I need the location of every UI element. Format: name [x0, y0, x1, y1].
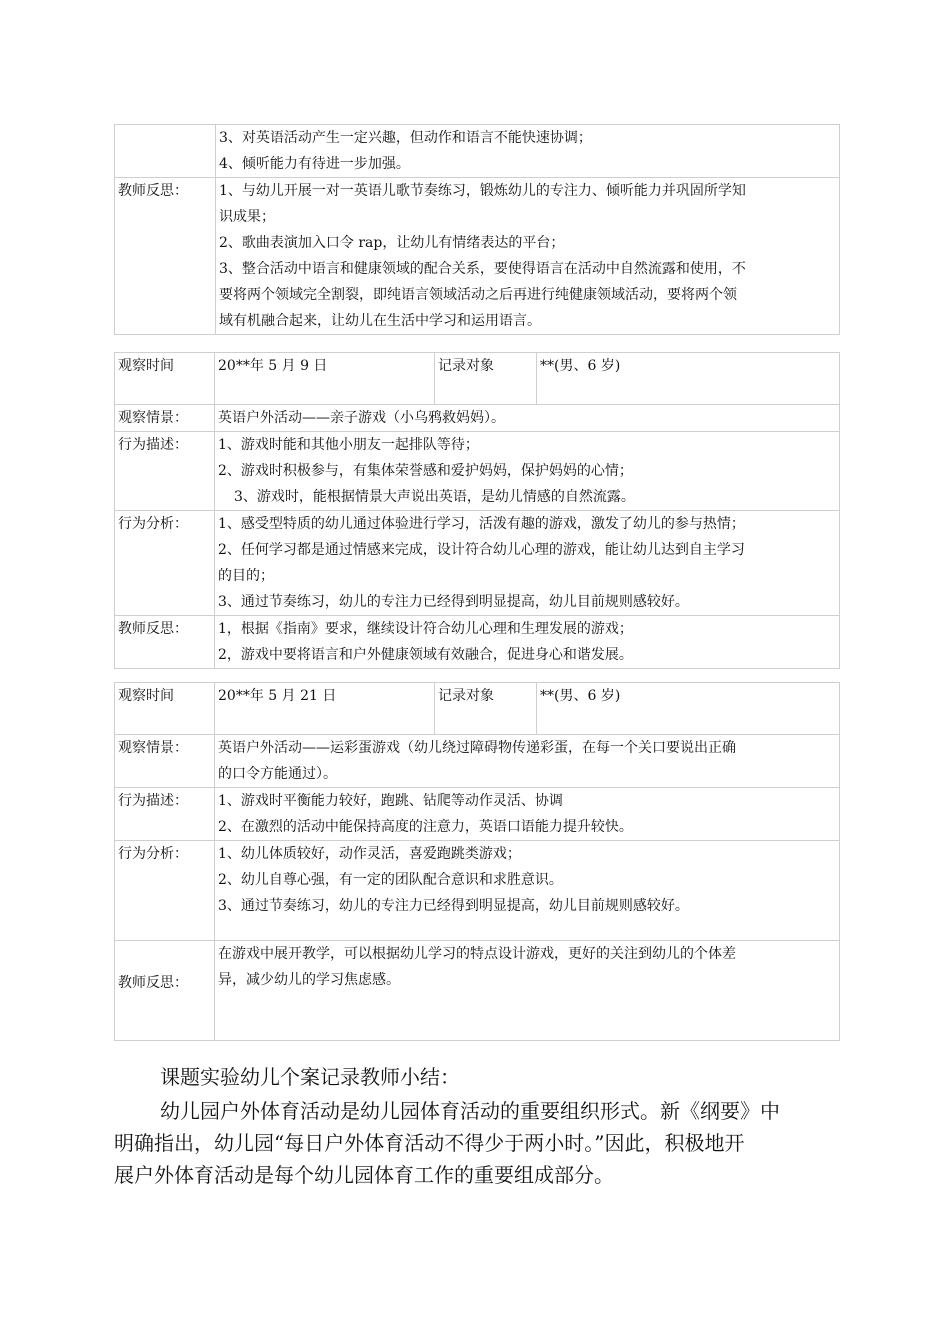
subject-value: **(男、6 岁) — [537, 353, 840, 405]
text-line: 3、通过节奏练习，幼儿的专注力已经得到明显提高，幼儿目前规则感较好。 — [218, 898, 689, 914]
text-line: 3、游戏时，能根据情景大声说出英语，是幼儿情感的自然流露。 — [234, 489, 635, 505]
table-row — [115, 353, 840, 405]
record-table-3 — [114, 682, 840, 1041]
text-line: 2、游戏时积极参与，有集体荣誉感和爱护妈妈，保护妈妈的心情； — [218, 463, 633, 479]
table-row — [115, 941, 840, 1041]
reflection-label: 教师反思： — [115, 941, 215, 1041]
text-line: 3、通过节奏练习，幼儿的专注力已经得到明显提高，幼儿目前规则感较好。 — [218, 594, 689, 610]
description-cell — [215, 432, 840, 511]
time-label: 观察时间 — [115, 683, 215, 735]
text-line: 的目的； — [218, 568, 274, 584]
text-line: 异，减少幼儿的学习焦虑感。 — [218, 972, 400, 988]
table-row — [115, 616, 840, 669]
text-line: 2，游戏中要将语言和户外健康领域有效融合，促进身心和谐发展。 — [218, 647, 633, 663]
reflection-label: 教师反思： — [115, 616, 215, 669]
summary-paragraph — [114, 1095, 844, 1191]
table-row — [115, 178, 840, 335]
continued-analysis-cell — [216, 125, 840, 178]
text-line: 1、游戏时能和其他小朋友一起排队等待； — [218, 437, 479, 453]
text-line: 4、倾听能力有待进一步加强。 — [219, 156, 410, 172]
subject-label: 记录对象 — [435, 683, 537, 735]
table-row — [115, 511, 840, 616]
reflection-label: 教师反思： — [115, 178, 216, 335]
text-line: 1，根据《指南》要求，继续设计符合幼儿心理和生理发展的游戏； — [218, 621, 633, 637]
table-row — [115, 432, 840, 511]
text-line: 的口令方能通过）。 — [218, 766, 337, 782]
record-table-2 — [114, 352, 840, 669]
text-line: 幼儿园户外体育活动是幼儿园体育活动的重要组织形式。新《纲要》中 — [160, 1099, 780, 1123]
reflection-cell — [215, 616, 840, 669]
summary-title: 课题实验幼儿个案记录教师小结： — [160, 1065, 460, 1089]
text-line: 2、任何学习都是通过情感来完成，设计符合幼儿心理的游戏，能让幼儿达到自主学习 — [218, 542, 745, 558]
time-value: 20**年 5 月 9 日 — [215, 353, 435, 405]
reflection-cell — [215, 941, 840, 1041]
table-row — [115, 125, 840, 178]
text-line: 2、在激烈的活动中能保持高度的注意力，英语口语能力提升较快。 — [218, 819, 633, 835]
description-label: 行为描述： — [115, 432, 215, 511]
text-line: 1、游戏时平衡能力较好，跑跳、钻爬等动作灵活、协调 — [218, 793, 563, 809]
text-line: 1、感受型特质的幼儿通过体验进行学习，活泼有趣的游戏，激发了幼儿的参与热情； — [218, 516, 745, 532]
time-value: 20**年 5 月 21 日 — [215, 683, 435, 735]
table-row — [115, 841, 840, 941]
analysis-label: 行为分析： — [115, 511, 215, 616]
text-line: 2、歌曲表演加入口令 rap，让幼儿有情绪表达的平台； — [219, 235, 565, 251]
table-row — [115, 405, 840, 432]
text-line: 3、整合活动中语言和健康领域的配合关系，要使得语言在活动中自然流露和使用，不 — [219, 261, 746, 277]
text-line: 1、与幼儿开展一对一英语儿歌节奏练习，锻炼幼儿的专注力、倾听能力并巩固所学知 — [219, 183, 746, 199]
text-line: 识成果； — [219, 209, 275, 225]
text-line: 2、幼儿自尊心强，有一定的团队配合意识和求胜意识。 — [218, 872, 563, 888]
scene-label: 观察情景： — [115, 405, 215, 432]
scene-cell — [215, 735, 840, 788]
analysis-cell — [215, 511, 840, 616]
table-row — [115, 788, 840, 841]
text-line: 域有机融合起来，让幼儿在生活中学习和运用语言。 — [219, 313, 541, 329]
description-cell — [215, 788, 840, 841]
text-line: 要将两个领域完全割裂，即纯语言领域活动之后再进行纯健康领域活动，要将两个领 — [219, 287, 737, 303]
reflection-cell — [216, 178, 840, 335]
analysis-cell — [215, 841, 840, 941]
text-line: 英语户外活动——运彩蛋游戏（幼儿绕过障碍物传递彩蛋，在每一个关口要说出正确 — [218, 740, 736, 756]
text-line: 明确指出，幼儿园“每日户外体育活动不得少于两小时。”因此，积极地开 — [114, 1131, 745, 1155]
table-row — [115, 683, 840, 735]
analysis-label: 行为分析： — [115, 841, 215, 941]
text-line: 1、幼儿体质较好，动作灵活，喜爱跑跳类游戏； — [218, 846, 521, 862]
table-row — [115, 735, 840, 788]
subject-value: **(男、6 岁) — [537, 683, 840, 735]
subject-label: 记录对象 — [435, 353, 537, 405]
empty-label-cell — [115, 125, 216, 178]
scene-value: 英语户外活动——亲子游戏（小乌鸦救妈妈）。 — [215, 405, 840, 432]
time-label: 观察时间 — [115, 353, 215, 405]
text-line: 在游戏中展开教学，可以根据幼儿学习的特点设计游戏，更好的关注到幼儿的个体差 — [218, 946, 736, 962]
description-label: 行为描述： — [115, 788, 215, 841]
record-table-1 — [114, 124, 840, 335]
text-line: 展户外体育活动是每个幼儿园体育工作的重要组成部分。 — [114, 1163, 614, 1187]
text-line: 3、对英语活动产生一定兴趣，但动作和语言不能快速协调； — [219, 130, 592, 146]
scene-label: 观察情景： — [115, 735, 215, 788]
